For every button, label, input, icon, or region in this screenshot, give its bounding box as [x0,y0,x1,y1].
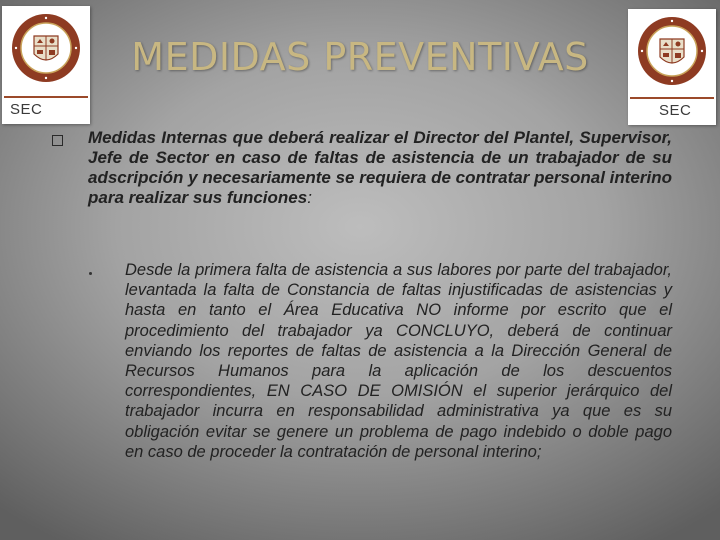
sec-label: SEC [659,102,692,119]
sec-label: SEC [10,101,43,118]
item-tail-text: : [307,188,312,207]
logo-divider [630,97,714,99]
item-bold-text: Medidas Internas que deberá realizar el Director del Plantel, Supervisor, Jefe de Sector en caso de faltas de asistencia de un trabajador de su adscripción y necesariamente se requiera de contratar personal interino para realizar sus funciones [88,128,672,207]
checkbox-bullet-icon [52,135,63,146]
page-title: MEDIDAS PREVENTIVAS [131,35,589,79]
dot-bullet-icon [89,272,92,275]
sub-list-item: Desde la primera falta de asistencia a sus labores por parte del trabajador, levantada la falta de Constancia de faltas injustificadas de asistencias y hasta en tanto el Área Educativa NO informe por escrito que el procedimiento del trabajador ya CONCLUYO, deberá de continuar enviando los reportes de faltas de asistencia a la Dirección General de Recursos Humanos para la aplicación de los descuentos correspondientes, EN CASO DE OMISIÓN el superior jerárquico del trabajador incurra en responsabilidad administrativa ya que es su obligación evitar se genere un problema de pago indebido o doble pago en caso de proceder la contratación de personal interino; [125,261,672,461]
logo-divider [4,96,88,98]
list-item [88,128,672,208]
